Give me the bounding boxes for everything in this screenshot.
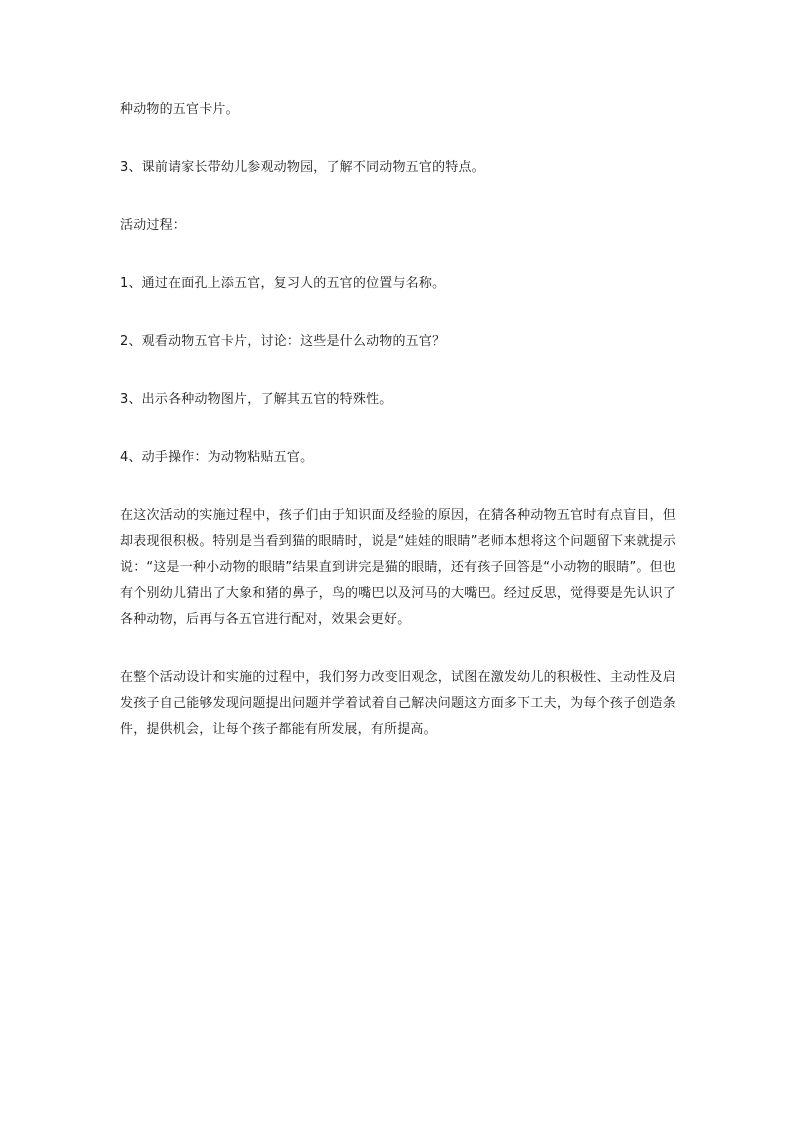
document-body	[120, 97, 676, 743]
paragraph-reflection: 在这次活动的实施过程中，孩子们由于知识面及经验的原因，在猜各种动物五官时有点盲目，但却表现很积极。特别是当看到猫的眼睛时，说是“娃娃的眼睛”老师本想将这个问题留下来就提示说：“这是一种小动物的眼睛”结果直到讲完是猫的眼睛，还有孩子回答是“小动物的眼睛”。但也有个别幼儿猜出了大象和猪的鼻子，鸟的嘴巴以及河马的大嘴巴。经过反思，觉得要是先认识了各种动物，后再与各五官进行配对，效果会更好。	[120, 508, 676, 627]
paragraph-step-3: 3、出示各种动物图片，了解其五官的特殊性。	[120, 392, 393, 407]
paragraph-step-1: 1、通过在面孔上添五官，复习人的五官的位置与名称。	[120, 276, 446, 291]
paragraph-preparation-3: 3、课前请家长带幼儿参观动物园，了解不同动物五官的特点。	[120, 160, 485, 175]
paragraph-step-2: 2、观看动物五官卡片，讨论：这些是什么动物的五官？	[120, 334, 446, 349]
section-heading-activity-process: 活动过程：	[120, 218, 187, 233]
paragraph-materials-continued: 种动物的五官卡片。	[120, 102, 239, 117]
paragraph-summary: 在整个活动设计和实施的过程中，我们努力改变旧观念，试图在激发幼儿的积极性、主动性及启发孩子自己能够发现问题提出问题并学着试着自己解决问题这方面多下工夫，为每个孩子创造条件，提供机会，让每个孩子都能有所发展，有所提高。	[120, 670, 676, 737]
paragraph-step-4: 4、动手操作：为动物粘贴五官。	[120, 450, 314, 465]
